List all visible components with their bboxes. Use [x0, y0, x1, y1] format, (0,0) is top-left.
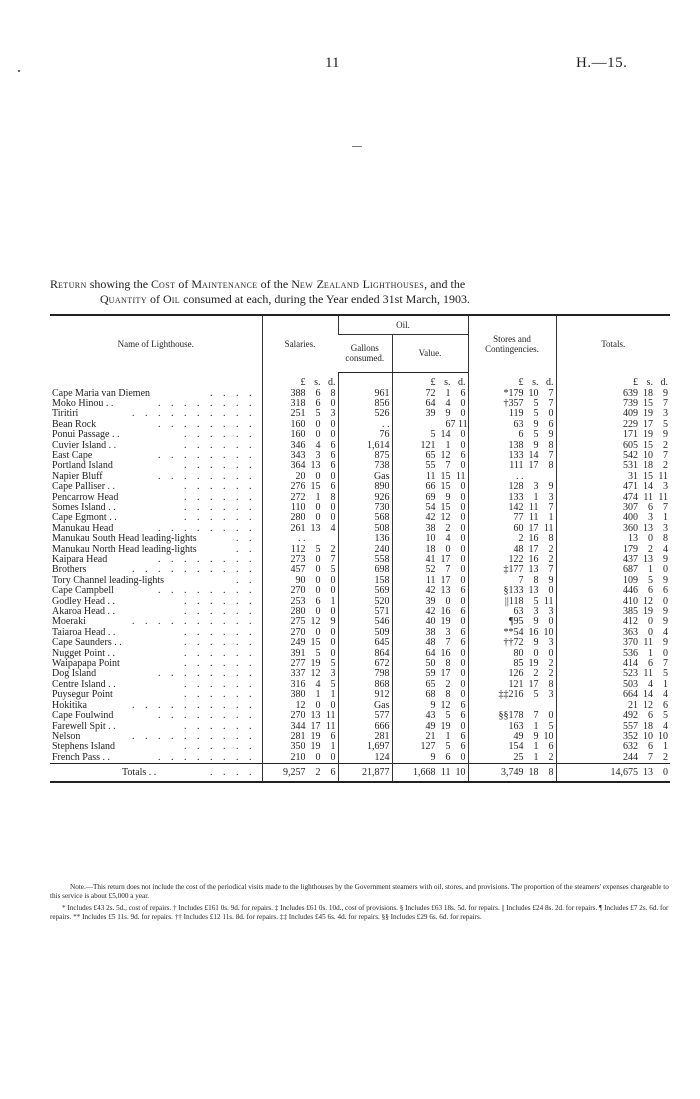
value-cell: 10 4 0	[392, 534, 468, 544]
table-row	[50, 420, 670, 430]
stores-cell: 128 3 9	[468, 482, 556, 492]
lighthouse-name: Puysegur Point . . . . . .	[52, 689, 256, 701]
table-row	[50, 472, 670, 482]
salaries-cell: 276 15 6	[262, 482, 338, 492]
salaries-cell: 12 0 0	[262, 701, 338, 711]
lighthouse-name: Centre Island . . . . . . . .	[52, 678, 256, 690]
gallons-cell: 124	[338, 753, 392, 764]
value-cell: 9 6 0	[392, 753, 468, 764]
value-cell: 38 2 0	[392, 524, 468, 534]
table-notes	[50, 883, 670, 921]
salaries-cell: 110 0 0	[262, 503, 338, 513]
total-salaries: 9,257 2 6	[262, 764, 338, 783]
value-cell: 41 17 0	[392, 555, 468, 565]
totals-cell: 536 1 0	[556, 649, 670, 659]
value-cell: 5 14 0	[392, 430, 468, 440]
stores-cell: †357 5 7	[468, 399, 556, 409]
table-row	[50, 482, 670, 492]
value-cell: 59 17 0	[392, 669, 468, 679]
header-oil: Oil.	[338, 315, 468, 335]
table-row	[50, 753, 670, 764]
stores-cell: ‡177 13 7	[468, 565, 556, 575]
note-footnotes: * Includes £43 2s. 5d., cost of repairs. † Includes £161 0s. 9d. for repairs. ‡ Includes £61 0s. 10d., cost of provisions. § Includes £63 18s. 5d. for repairs. || Includes £24 8s. 2d. for repairs. ¶ Includes £7 2s. 6d. for repairs. ** Includes £5 11s. 9d. for repairs. †† Includes £12 11s. 8d. for repairs. ‡‡ Includes £45 6s. 4d. for repairs. §§ Includes £29 6s. 6d. for repairs.	[50, 904, 669, 921]
lighthouse-name: Ponui Passage . . . . . . . .	[52, 429, 256, 441]
value-cell: 42 16 6	[392, 607, 468, 617]
totals-cell: 363 0 4	[556, 628, 670, 638]
gallons-cell: 672	[338, 659, 392, 669]
stores-cell: 154 1 6	[468, 742, 556, 752]
title-line-2: Quantity of Oil consumed at each, during the Year ended 31st March, 1903.	[100, 292, 470, 306]
stores-cell: 63 9 6	[468, 420, 556, 430]
lighthouse-name: Kaipara Head . . . . . . . .	[52, 554, 256, 565]
stores-cell: 111 17 8	[468, 461, 556, 471]
value-cell: 43 5 6	[392, 711, 468, 721]
totals-cell: 370 11 9	[556, 638, 670, 648]
table-row	[50, 513, 670, 523]
units-totals: £ s. d.	[556, 372, 670, 389]
value-cell: 72 1 6	[392, 389, 468, 399]
stores-cell: 48 17 2	[468, 545, 556, 555]
totals-cell: 229 17 5	[556, 420, 670, 430]
value-cell: 40 19 0	[392, 617, 468, 627]
salaries-cell: 210 0 0	[262, 753, 338, 764]
table-row	[50, 649, 670, 659]
stores-cell: 25 1 2	[468, 753, 556, 764]
totals-cell: 21 12 6	[556, 701, 670, 711]
lighthouse-name: Cape Palliser . . . . . . . .	[52, 481, 256, 493]
stores-cell: ‡‡216 5 3	[468, 690, 556, 700]
totals-cell: 531 18 2	[556, 461, 670, 471]
value-cell: 65 12 6	[392, 451, 468, 461]
value-cell: 48 7 6	[392, 638, 468, 648]
lighthouse-name: Dog Island . . . . . . . .	[52, 668, 256, 680]
page-reference: H.—15.	[576, 55, 628, 71]
value-cell: 38 3 6	[392, 628, 468, 638]
totals-cell: 492 6 5	[556, 711, 670, 721]
salaries-cell: 275 12 9	[262, 617, 338, 627]
lighthouse-name: Waipapapa Point . . . . . .	[52, 658, 256, 670]
salaries-cell: 249 15 0	[262, 638, 338, 648]
table-row	[50, 732, 670, 742]
stores-cell: **54 16 10	[468, 628, 556, 638]
stores-cell: ||118 5 11	[468, 597, 556, 607]
header-totals: Totals.	[556, 315, 670, 372]
stores-cell: §133 13 0	[468, 586, 556, 596]
total-value: 1,668 11 10	[392, 764, 468, 783]
gallons-cell: Gas	[338, 701, 392, 711]
lighthouse-name: Nugget Point . . . . . . . .	[52, 647, 256, 659]
units-row	[50, 372, 670, 389]
salaries-cell: 251 5 3	[262, 409, 338, 419]
header-value: Value.	[392, 335, 468, 372]
lighthouse-name: Stephens Island . . . . . .	[52, 741, 256, 753]
salaries-cell: 90 0 0	[262, 576, 338, 586]
gallons-cell: 568	[338, 513, 392, 523]
gallons-cell: 856	[338, 399, 392, 409]
gallons-cell: . .	[338, 420, 392, 430]
total-gallons: 21,877	[338, 764, 392, 783]
totals-cell: 639 18 9	[556, 389, 670, 399]
gallons-cell: 890	[338, 482, 392, 492]
stores-cell: 60 17 11	[468, 524, 556, 534]
table-row	[50, 742, 670, 752]
title-line-1: Return showing the Cost of Maintenance of the New Zealand Lighthouses, and the	[50, 277, 466, 291]
gallons-cell: 864	[338, 649, 392, 659]
gallons-cell: 509	[338, 628, 392, 638]
table-title	[50, 277, 670, 307]
table-row	[50, 461, 670, 471]
lighthouse-name: Cape Campbell . . . . . . . .	[52, 585, 256, 597]
salaries-cell: 364 13 6	[262, 461, 338, 471]
salaries-cell: 280 0 0	[262, 513, 338, 523]
table-row	[50, 701, 670, 711]
gallons-cell: 281	[338, 732, 392, 742]
gallons-cell: 868	[338, 680, 392, 690]
totals-cell: 244 7 2	[556, 753, 670, 764]
totals-cell: 664 14 4	[556, 690, 670, 700]
gallons-cell: 76	[338, 430, 392, 440]
totals-cell: 13 0 8	[556, 534, 670, 544]
salaries-cell: 316 4 5	[262, 680, 338, 690]
salaries-cell: 344 17 11	[262, 722, 338, 732]
gallons-cell: 875	[338, 451, 392, 461]
salaries-cell: 281 19 6	[262, 732, 338, 742]
totals-cell: 409 19 3	[556, 409, 670, 419]
gallons-cell: 546	[338, 617, 392, 627]
value-cell: 127 5 6	[392, 742, 468, 752]
stores-cell: ††72 9 3	[468, 638, 556, 648]
value-cell: 64 16 0	[392, 649, 468, 659]
salaries-cell: 160 0 0	[262, 430, 338, 440]
totals-cell: 471 14 3	[556, 482, 670, 492]
totals-cell: 437 13 9	[556, 555, 670, 565]
stores-cell: 6 5 9	[468, 430, 556, 440]
lighthouse-cost-table	[50, 314, 670, 783]
value-cell: 18 0 0	[392, 545, 468, 555]
totals-cell: 446 6 6	[556, 586, 670, 596]
value-cell: 68 8 0	[392, 690, 468, 700]
totals-cell: 523 11 5	[556, 669, 670, 679]
value-cell: 50 8 0	[392, 659, 468, 669]
table-row	[50, 680, 670, 690]
salaries-cell: 318 6 0	[262, 399, 338, 409]
stores-cell: 2 16 8	[468, 534, 556, 544]
lighthouse-name: Farewell Spit . . . . . . . .	[52, 720, 256, 732]
table-row	[50, 576, 670, 586]
stores-cell: 77 11 1	[468, 513, 556, 523]
stores-cell: 85 19 2	[468, 659, 556, 669]
salaries-cell: 350 19 1	[262, 742, 338, 752]
value-cell: 64 4 0	[392, 399, 468, 409]
totals-cell: 412 0 9	[556, 617, 670, 627]
salaries-cell: 20 0 0	[262, 472, 338, 482]
totals-cell: 385 19 9	[556, 607, 670, 617]
totals-cell: 605 15 2	[556, 441, 670, 451]
lighthouse-name: Taiaroa Head . . . . . . . .	[52, 626, 256, 638]
table-row	[50, 430, 670, 440]
salaries-cell: 457 0 5	[262, 565, 338, 575]
gallons-cell: 645	[338, 638, 392, 648]
totals-label: Totals . . . . . .	[50, 764, 262, 783]
value-cell: 65 2 0	[392, 680, 468, 690]
totals-cell: 410 12 0	[556, 597, 670, 607]
stores-cell: *179 10 7	[468, 389, 556, 399]
gallons-cell: 240	[338, 545, 392, 555]
value-cell: 52 7 0	[392, 565, 468, 575]
salaries-cell: 112 5 2	[262, 545, 338, 555]
gallons-cell: 738	[338, 461, 392, 471]
header-name: Name of Lighthouse.	[50, 315, 262, 372]
value-cell: 69 9 0	[392, 493, 468, 503]
lighthouse-name: Cape Saunders . . . . . . . .	[52, 637, 256, 649]
totals-row	[50, 764, 670, 783]
stores-cell: 121 17 8	[468, 680, 556, 690]
value-cell: 11 17 0	[392, 576, 468, 586]
salaries-cell: . .	[262, 534, 338, 544]
note-main: Note.—This return does not include the cost of the periodical visits made to the lighthouses by the Government steamers with oil, stores, and provisions. The proportion of the steamers' expenses chargeable to this service is about £5,000 a year.	[50, 883, 669, 900]
salaries-cell: 346 4 6	[262, 441, 338, 451]
stores-cell: 163 1 5	[468, 722, 556, 732]
table-row	[50, 628, 670, 638]
stores-cell: 49 9 10	[468, 732, 556, 742]
totals-cell: 557 18 4	[556, 722, 670, 732]
value-cell: 67 11	[392, 420, 468, 430]
gallons-cell: 136	[338, 534, 392, 544]
gallons-cell: 926	[338, 493, 392, 503]
header-stores-label: Stores and Contingencies.	[485, 334, 539, 354]
lighthouse-name: Cape Maria van Diemen . . . .	[52, 387, 256, 399]
value-cell: 42 13 6	[392, 586, 468, 596]
salaries-cell: 253 6 1	[262, 597, 338, 607]
totals-cell: 179 2 4	[556, 545, 670, 555]
gallons-cell: 912	[338, 690, 392, 700]
value-cell: 66 15 0	[392, 482, 468, 492]
table-row	[50, 389, 670, 399]
salaries-cell: 160 0 0	[262, 420, 338, 430]
separator-dash	[352, 146, 362, 147]
totals-cell: 542 10 7	[556, 451, 670, 461]
totals-cell: 632 6 1	[556, 742, 670, 752]
salaries-cell: 261 13 4	[262, 524, 338, 534]
table-row	[50, 545, 670, 555]
stores-cell: 119 5 0	[468, 409, 556, 419]
stores-cell: 63 3 3	[468, 607, 556, 617]
lighthouse-name: Somes Island . . . . . . . .	[52, 501, 256, 513]
margin-mark	[18, 70, 20, 72]
lighthouse-name: Cape Foulwind . . . . . . . .	[52, 710, 256, 722]
header-salaries: Salaries.	[262, 315, 338, 372]
lighthouse-name: Akaroa Head . . . . . . . .	[52, 606, 256, 618]
table-row	[50, 586, 670, 596]
value-cell: 55 7 0	[392, 461, 468, 471]
gallons-cell: 520	[338, 597, 392, 607]
gallons-cell: 508	[338, 524, 392, 534]
page-number: 11	[325, 55, 340, 71]
totals-cell: 503 4 1	[556, 680, 670, 690]
stores-cell: 138 9 8	[468, 441, 556, 451]
value-cell: 39 0 0	[392, 597, 468, 607]
lighthouse-name: Bean Rock . . . . . . . .	[52, 418, 256, 430]
gallons-cell: 558	[338, 555, 392, 565]
value-cell: 21 1 6	[392, 732, 468, 742]
table-row	[50, 409, 670, 419]
stores-cell: 126 2 2	[468, 669, 556, 679]
gallons-cell: 698	[338, 565, 392, 575]
gallons-cell: 526	[338, 409, 392, 419]
value-cell: 121 1 0	[392, 441, 468, 451]
salaries-cell: 270 13 11	[262, 711, 338, 721]
lighthouse-name: Manukau Head . . . . . . . .	[52, 522, 256, 534]
salaries-cell: 380 1 1	[262, 690, 338, 700]
lighthouse-name: East Cape . . . . . . . .	[52, 449, 256, 461]
lighthouse-name: Manukau South Head leading-lights . .	[52, 533, 256, 545]
lighthouse-name: Cuvier Island . . . . . . . .	[52, 439, 256, 451]
salaries-cell: 343 3 6	[262, 451, 338, 461]
units-salaries: £ s. d.	[262, 372, 338, 389]
salaries-cell: 391 5 0	[262, 649, 338, 659]
salaries-cell: 388 6 8	[262, 389, 338, 399]
stores-cell: 80 0 0	[468, 649, 556, 659]
value-cell: 49 19 0	[392, 722, 468, 732]
gallons-cell: 571	[338, 607, 392, 617]
table-row	[50, 597, 670, 607]
lighthouse-name: Manukau North Head leading-lights . .	[52, 543, 256, 555]
gallons-cell: 798	[338, 669, 392, 679]
salaries-cell: 277 19 5	[262, 659, 338, 669]
lighthouse-name: Hokitika . . . . . . . . . .	[52, 699, 256, 711]
table-row	[50, 451, 670, 461]
lighthouse-name: Pencarrow Head . . . . . .	[52, 491, 256, 503]
lighthouse-name: Nelson . . . . . . . . . .	[52, 730, 256, 742]
page-header	[0, 55, 700, 77]
lighthouse-name: Portland Island . . . . . .	[52, 460, 256, 472]
stores-cell: §§178 7 0	[468, 711, 556, 721]
totals-cell: 109 5 9	[556, 576, 670, 586]
totals-cell: 474 11 11	[556, 493, 670, 503]
value-cell: 54 15 0	[392, 503, 468, 513]
lighthouse-name: Godley Head . . . . . . . .	[52, 595, 256, 607]
totals-cell: 307 6 7	[556, 503, 670, 513]
stores-cell: 122 16 2	[468, 555, 556, 565]
table-row	[50, 659, 670, 669]
lighthouse-name: Moko Hinou . . . . . . . . . .	[52, 397, 256, 409]
totals-cell: 400 3 1	[556, 513, 670, 523]
table-row	[50, 493, 670, 503]
totals-cell: 739 15 7	[556, 399, 670, 409]
lighthouse-name: Tory Channel leading-lights . .	[52, 574, 256, 586]
table-row	[50, 669, 670, 679]
stores-cell: 142 11 7	[468, 503, 556, 513]
value-cell: 42 12 0	[392, 513, 468, 523]
value-cell: 9 12 6	[392, 701, 468, 711]
value-cell: 39 9 0	[392, 409, 468, 419]
lighthouse-name: Cape Egmont . . . . . . . .	[52, 512, 256, 524]
gallons-cell: 666	[338, 722, 392, 732]
table-row	[50, 638, 670, 648]
table-body	[50, 372, 670, 782]
totals-cell: 171 19 9	[556, 430, 670, 440]
table-row	[50, 711, 670, 721]
gallons-cell: 961	[338, 389, 392, 399]
salaries-cell: 280 0 0	[262, 607, 338, 617]
gallons-cell: 158	[338, 576, 392, 586]
gallons-cell: 1,697	[338, 742, 392, 752]
stores-cell: 133 1 3	[468, 493, 556, 503]
header-stores	[468, 315, 556, 372]
table-row	[50, 503, 670, 513]
grand-total: 14,675 13 0	[556, 764, 670, 783]
table-row	[50, 441, 670, 451]
totals-cell: 687 1 0	[556, 565, 670, 575]
total-stores: 3,749 18 8	[468, 764, 556, 783]
totals-cell: 31 15 11	[556, 472, 670, 482]
totals-cell: 414 6 7	[556, 659, 670, 669]
stores-cell: 7 8 9	[468, 576, 556, 586]
gallons-cell: Gas	[338, 472, 392, 482]
lighthouse-name: Moeraki . . . . . . . . . .	[52, 616, 256, 628]
units-value: £ s. d.	[392, 372, 468, 389]
totals-cell: 352 10 10	[556, 732, 670, 742]
salaries-cell: 270 0 0	[262, 628, 338, 638]
lighthouse-name: Napier Bluff . . . . . . . .	[52, 470, 256, 482]
header-gallons: Gallons consumed.	[338, 335, 392, 372]
salaries-cell: 273 0 7	[262, 555, 338, 565]
salaries-cell: 272 1 8	[262, 493, 338, 503]
stores-cell: ¶95 9 0	[468, 617, 556, 627]
gallons-cell: 730	[338, 503, 392, 513]
stores-cell: . .	[468, 472, 556, 482]
gallons-cell: 569	[338, 586, 392, 596]
totals-cell: 360 13 3	[556, 524, 670, 534]
lighthouse-name: Tiritiri . . . . . . . . . .	[52, 408, 256, 420]
value-cell: 11 15 11	[392, 472, 468, 482]
gallons-cell: 1,614	[338, 441, 392, 451]
stores-cell: 133 14 7	[468, 451, 556, 461]
lighthouse-name: French Pass . . . . . . . . . .	[52, 751, 256, 763]
units-stores: £ s. d.	[468, 372, 556, 389]
table-row	[50, 617, 670, 627]
gallons-cell: 577	[338, 711, 392, 721]
salaries-cell: 337 12 3	[262, 669, 338, 679]
salaries-cell: 270 0 0	[262, 586, 338, 596]
lighthouse-name: Brothers . . . . . . . . . .	[52, 564, 256, 576]
